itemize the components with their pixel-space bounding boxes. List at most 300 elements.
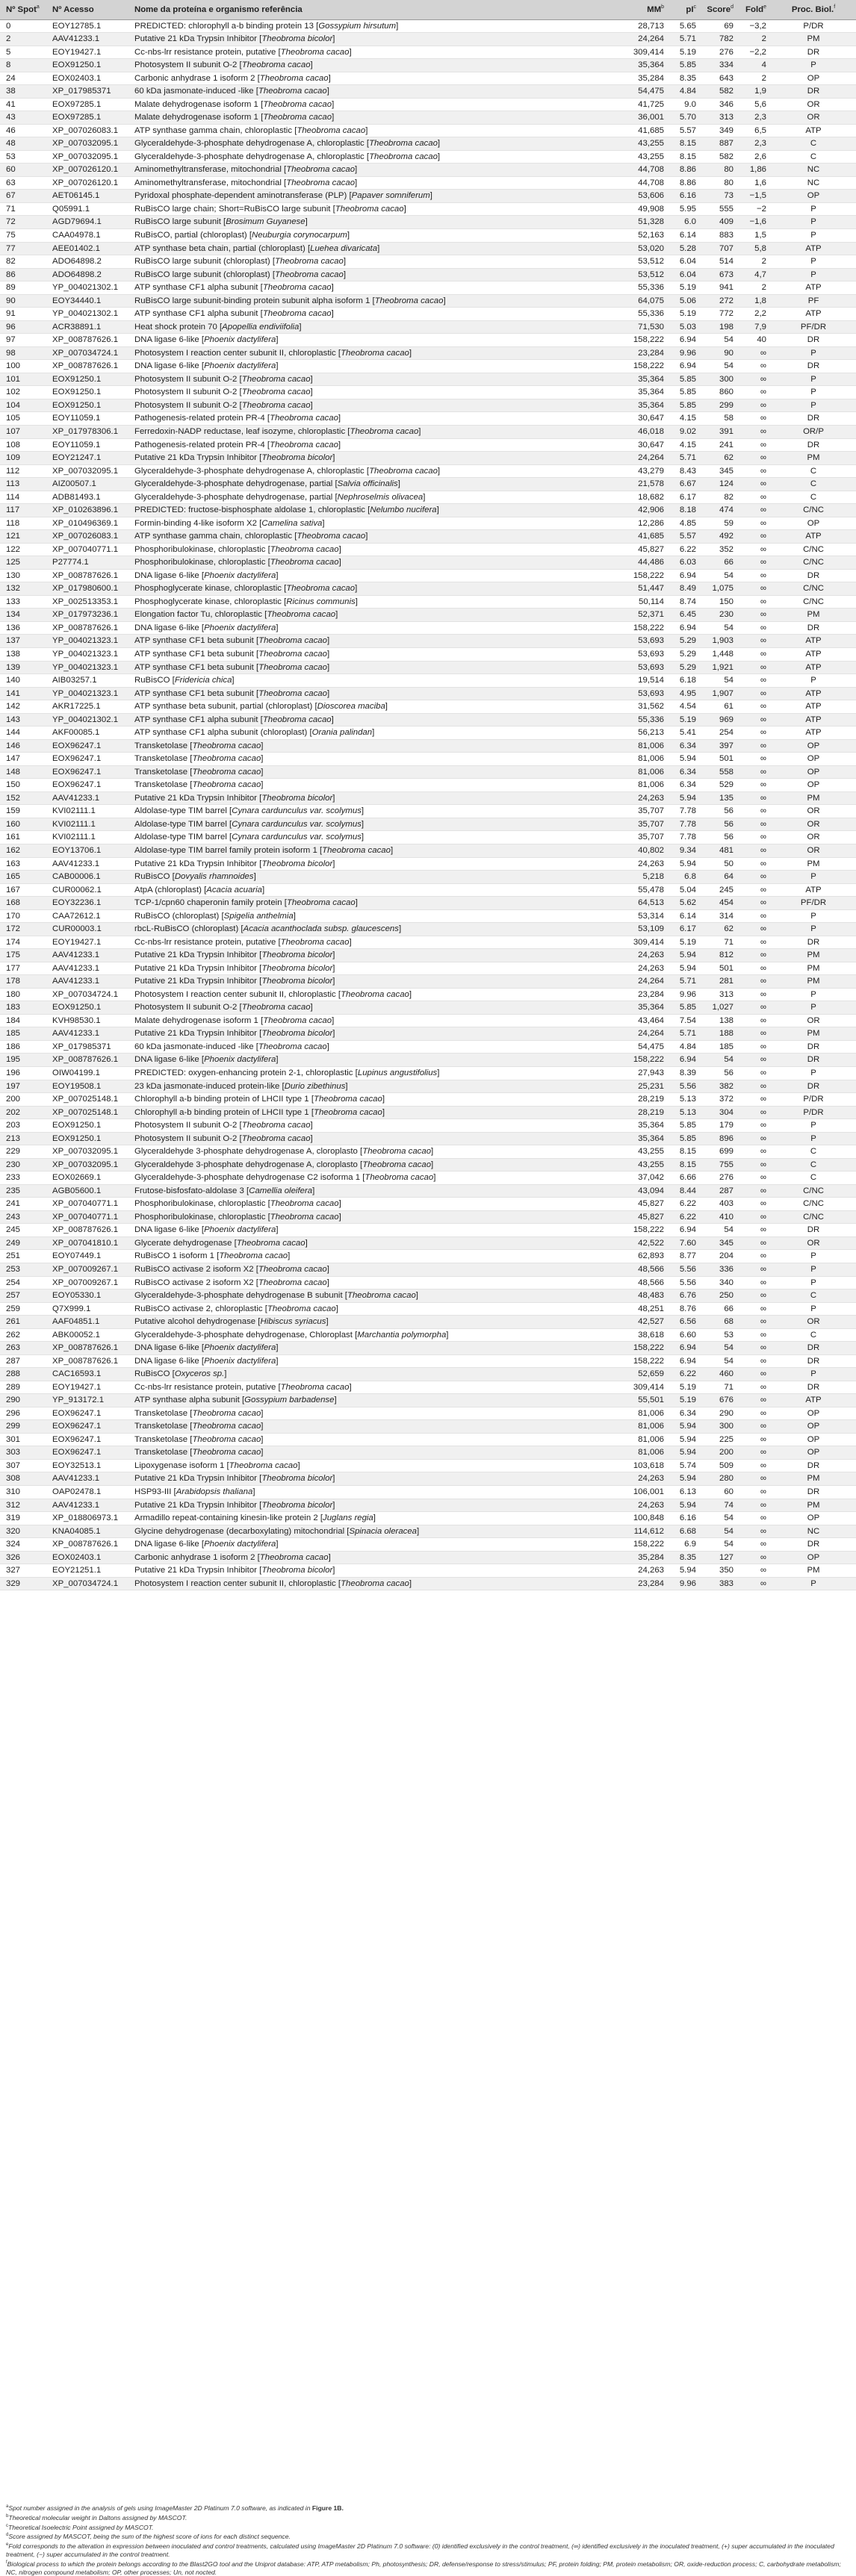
cell-fold: ∞ (738, 1381, 771, 1394)
cell-mm: 42,906 (626, 504, 669, 517)
organism-name: Theobroma cacao (192, 754, 261, 764)
cell-proc: OP (771, 779, 856, 792)
table-row (0, 294, 856, 308)
cell-mm: 62,893 (626, 1250, 669, 1263)
cell-spot: 163 (0, 857, 46, 871)
cell-nome: Transketolase [Theobroma cacao] (128, 753, 626, 766)
cell-proc: OR (771, 818, 856, 831)
cell-pi: 6.04 (669, 268, 701, 281)
cell-mm: 53,606 (626, 190, 669, 203)
cell-score: 481 (701, 844, 738, 857)
cell-pi: 6.56 (669, 1316, 701, 1329)
cell-nome: Armadillo repeat-containing kinesin-like protein 2 [Juglans regia] (128, 1512, 626, 1525)
cell-acesso: XP_007040771.1 (46, 1198, 128, 1211)
cell-nome: Heat shock protein 70 [Apopellia endiviifolia] (128, 320, 626, 334)
cell-score: 185 (701, 1040, 738, 1054)
cell-mm: 24,263 (626, 1564, 669, 1578)
organism-name: Phoenix dactylifera (204, 570, 276, 580)
cell-nome: Putative 21 kDa Trypsin Inhibitor [Theobroma bicolor] (128, 857, 626, 871)
organism-name: Marchantia polymorpha (357, 1330, 447, 1340)
organism-name: Theobroma cacao (286, 165, 356, 175)
cell-score: 254 (701, 727, 738, 740)
cell-score: 54 (701, 1054, 738, 1067)
table-row (0, 988, 856, 1001)
protein-name: RuBisCO 1 isoform 1 (134, 1251, 214, 1261)
organism-name: Theobroma cacao (262, 283, 332, 293)
cell-mm: 54,475 (626, 85, 669, 99)
protein-name: Aldolase-type TIM barrel family protein isoform 1 (134, 845, 317, 855)
cell-proc: OR (771, 111, 856, 125)
cell-score: 1,027 (701, 1001, 738, 1015)
protein-name: Putative 21 kDa Trypsin Inhibitor (134, 963, 257, 973)
table-row (0, 857, 856, 871)
cell-pi: 6.04 (669, 255, 701, 269)
cell-mm: 24,264 (626, 452, 669, 465)
table-row (0, 190, 856, 203)
cell-score: 454 (701, 897, 738, 910)
cell-score: 699 (701, 1145, 738, 1159)
cell-nome: RuBisCO [Dovyalis rhamnoides] (128, 871, 626, 884)
cell-acesso: EOX96247.1 (46, 779, 128, 792)
cell-proc: ATP (771, 635, 856, 648)
cell-fold: ∞ (738, 1407, 771, 1420)
cell-acesso: XP_010496369.1 (46, 517, 128, 530)
cell-acesso: CAC16593.1 (46, 1368, 128, 1381)
cell-score: 225 (701, 1433, 738, 1446)
organism-name: Theobroma cacao (192, 780, 261, 790)
cell-spot: 113 (0, 478, 46, 491)
cell-proc: P (771, 1067, 856, 1080)
cell-spot: 257 (0, 1289, 46, 1303)
cell-spot: 170 (0, 909, 46, 923)
cell-nome: RuBisCO activase 2 isoform X2 [Theobroma cacao] (128, 1263, 626, 1276)
table-row (0, 1210, 856, 1224)
cell-proc: PF/DR (771, 897, 856, 910)
cell-fold: 2 (738, 255, 771, 269)
cell-mm: 158,222 (626, 1054, 669, 1067)
footnotes (6, 2503, 850, 2576)
cell-nome: Putative 21 kDa Trypsin Inhibitor [Theobroma bicolor] (128, 949, 626, 962)
cell-acesso: EOX96247.1 (46, 765, 128, 779)
protein-name: DNA ligase 6-like (134, 1356, 199, 1366)
organism-name: Theobroma cacao (192, 1422, 261, 1431)
cell-fold: ∞ (738, 871, 771, 884)
protein-name: Phosphoribulokinase, chloroplastic (134, 544, 266, 554)
cell-spot: 138 (0, 648, 46, 662)
table-row (0, 543, 856, 556)
cell-pi: 6.14 (669, 909, 701, 923)
cell-score: 54 (701, 1525, 738, 1538)
protein-name: Glyceraldehyde-3-phosphate dehydrogenase A, chloroplastic (134, 139, 365, 149)
cell-mm: 81,006 (626, 1407, 669, 1420)
cell-mm: 55,336 (626, 308, 669, 321)
cell-acesso: XP_007009267.1 (46, 1263, 128, 1276)
cell-mm: 114,612 (626, 1525, 669, 1538)
cell-nome: DNA ligase 6-like [Phoenix dactylifera] (128, 1354, 626, 1368)
cell-pi: 8.86 (669, 164, 701, 177)
cell-acesso: YP_004021323.1 (46, 687, 128, 700)
cell-nome: Putative 21 kDa Trypsin Inhibitor [Theobroma bicolor] (128, 33, 626, 46)
cell-pi: 5.85 (669, 59, 701, 72)
cell-acesso: CUR00003.1 (46, 923, 128, 936)
organism-name: Theobroma cacao (263, 113, 332, 122)
organism-name: Phoenix dactylifera (204, 335, 276, 345)
protein-name: DNA ligase 6-like (134, 1225, 199, 1235)
cell-pi: 5.70 (669, 111, 701, 125)
cell-fold: ∞ (738, 779, 771, 792)
protein-name: ATP synthase beta chain, partial (chloroplast) (134, 243, 306, 253)
cell-proc: OR (771, 844, 856, 857)
cell-spot: 261 (0, 1316, 46, 1329)
cell-proc: C/NC (771, 543, 856, 556)
organism-name: Salvia officinalis (337, 479, 398, 489)
cell-score: 276 (701, 1172, 738, 1185)
cell-proc: OP (771, 1446, 856, 1460)
table-row (0, 464, 856, 478)
cell-mm: 55,478 (626, 883, 669, 897)
cell-spot: 72 (0, 216, 46, 229)
protein-name: Phosphoglycerate kinase, chloroplastic (134, 584, 282, 594)
cell-acesso: AAV41233.1 (46, 33, 128, 46)
cell-proc: NC (771, 164, 856, 177)
table-row (0, 883, 856, 897)
cell-pi: 6.22 (669, 1210, 701, 1224)
cell-acesso: EOY05330.1 (46, 1289, 128, 1303)
protein-name: Putative 21 kDa Trypsin Inhibitor (134, 1474, 257, 1484)
protein-name: Glyceraldehyde-3-phosphate dehydrogenase, Chloroplast (134, 1330, 353, 1340)
cell-score: 280 (701, 1472, 738, 1486)
cell-spot: 152 (0, 791, 46, 805)
cell-proc: ATP (771, 700, 856, 714)
cell-proc: P (771, 674, 856, 688)
cell-nome: DNA ligase 6-like [Phoenix dactylifera] (128, 1538, 626, 1552)
cell-spot: 161 (0, 831, 46, 844)
cell-acesso: CAA04978.1 (46, 229, 128, 243)
cell-nome: DNA ligase 6-like [Phoenix dactylifera] (128, 1054, 626, 1067)
footnote-text: Spot number assigned in the analysis of gels using ImageMaster 2D Platinum 7.0 software, as indicated in (8, 2504, 311, 2512)
cell-nome: Aldolase-type TIM barrel [Cynara cardunculus var. scolymus] (128, 805, 626, 818)
cell-score: 673 (701, 268, 738, 281)
table-row (0, 909, 856, 923)
protein-name: Putative 21 kDa Trypsin Inhibitor (134, 859, 257, 868)
cell-fold: ∞ (738, 1093, 771, 1107)
cell-acesso: XP_008787626.1 (46, 569, 128, 582)
table-row (0, 1538, 856, 1552)
cell-score: 1,907 (701, 687, 738, 700)
cell-mm: 24,264 (626, 33, 669, 46)
cell-mm: 24,264 (626, 1027, 669, 1041)
cell-pi: 6.34 (669, 1407, 701, 1420)
cell-spot: 289 (0, 1381, 46, 1394)
cell-nome: DNA ligase 6-like [Phoenix dactylifera] (128, 1224, 626, 1237)
cell-acesso: EOX91250.1 (46, 1119, 128, 1133)
cell-acesso: Q05991.1 (46, 202, 128, 216)
table-row (0, 844, 856, 857)
organism-name: Theobroma bicolor (261, 859, 333, 868)
cell-nome: PREDICTED: oxygen-enhancing protein 2-1, chloroplastic [Lupinus angustifolius] (128, 1067, 626, 1080)
cell-mm: 42,527 (626, 1316, 669, 1329)
organism-name: Theobroma cacao (286, 178, 356, 187)
cell-pi: 5.19 (669, 281, 701, 295)
cell-proc: DR (771, 46, 856, 59)
protein-name: Pathogenesis-related protein PR-4 (134, 440, 265, 449)
cell-pi: 5.85 (669, 1119, 701, 1133)
cell-score: 782 (701, 33, 738, 46)
organism-name: Phoenix dactylifera (204, 623, 276, 632)
organism-name: Luehea divaricata (310, 243, 378, 253)
organism-name: Cynara cardunculus var. scolymus (232, 833, 362, 842)
cell-score: 135 (701, 791, 738, 805)
cell-spot: 137 (0, 635, 46, 648)
cell-acesso: XP_007032095.1 (46, 464, 128, 478)
table-row (0, 59, 856, 72)
cell-acesso: YP_004021323.1 (46, 648, 128, 662)
cell-score: 772 (701, 308, 738, 321)
cell-proc: ATP (771, 727, 856, 740)
protein-name: Photosystem II subunit O-2 (134, 1121, 238, 1130)
cell-fold: 7,9 (738, 320, 771, 334)
header-proc: Proc. Biol.$^f$ (771, 0, 856, 19)
cell-fold: ∞ (738, 346, 771, 360)
table-row (0, 1328, 856, 1342)
cell-pi: 5.94 (669, 791, 701, 805)
cell-mm: 24,264 (626, 975, 669, 989)
cell-acesso: XP_007026083.1 (46, 124, 128, 137)
cell-spot: 196 (0, 1067, 46, 1080)
cell-mm: 106,001 (626, 1486, 669, 1499)
cell-proc: PM (771, 1472, 856, 1486)
cell-nome: Photosystem II subunit O-2 [Theobroma cacao] (128, 399, 626, 412)
cell-pi: 5.06 (669, 294, 701, 308)
cell-spot: 233 (0, 1172, 46, 1185)
cell-nome: Photosystem II subunit O-2 [Theobroma cacao] (128, 1119, 626, 1133)
protein-name: Lipoxygenase isoform 1 (134, 1460, 225, 1470)
cell-fold: ∞ (738, 727, 771, 740)
cell-acesso: AAV41233.1 (46, 857, 128, 871)
organism-name: Theobroma cacao (259, 1552, 329, 1562)
table-row (0, 1250, 856, 1263)
protein-name: ATP synthase alpha subunit (134, 1396, 240, 1405)
cell-spot: 114 (0, 491, 46, 504)
protein-name: Photosystem II subunit O-2 (134, 374, 238, 384)
cell-score: 59 (701, 517, 738, 530)
cell-proc: PM (771, 1499, 856, 1512)
cell-acesso: EOX96247.1 (46, 1407, 128, 1420)
cell-mm: 35,707 (626, 831, 669, 844)
cell-acesso: XP_007034724.1 (46, 988, 128, 1001)
cell-mm: 5,218 (626, 871, 669, 884)
cell-score: 62 (701, 923, 738, 936)
cell-mm: 48,251 (626, 1302, 669, 1316)
organism-name: Theobroma cacao (192, 1408, 261, 1418)
cell-proc: P (771, 1276, 856, 1289)
protein-name: Formin-binding 4-like isoform X2 (134, 518, 257, 528)
cell-mm: 81,006 (626, 1420, 669, 1434)
cell-proc: P (771, 399, 856, 412)
cell-mm: 158,222 (626, 569, 669, 582)
cell-proc: C (771, 464, 856, 478)
organism-name: Theobroma cacao (258, 87, 327, 96)
cell-mm: 44,708 (626, 164, 669, 177)
cell-acesso: EOX97285.1 (46, 98, 128, 111)
cell-acesso: OIW04199.1 (46, 1067, 128, 1080)
organism-name: Theobroma cacao (369, 466, 438, 476)
cell-mm: 158,222 (626, 1354, 669, 1368)
cell-spot: 249 (0, 1236, 46, 1250)
cell-fold: ∞ (738, 452, 771, 465)
cell-mm: 46,018 (626, 425, 669, 438)
cell-fold: ∞ (738, 687, 771, 700)
cell-acesso: XP_007026083.1 (46, 530, 128, 544)
table-row (0, 661, 856, 674)
cell-pi: 6.18 (669, 674, 701, 688)
cell-mm: 309,414 (626, 1381, 669, 1394)
cell-spot: 159 (0, 805, 46, 818)
organism-name: Dioscorea maciba (317, 702, 385, 712)
cell-acesso: EOY13706.1 (46, 844, 128, 857)
cell-pi: 5.13 (669, 1106, 701, 1119)
cell-nome: Aminomethyltransferase, mitochondrial [Theobroma cacao] (128, 176, 626, 190)
table-row (0, 1289, 856, 1303)
cell-acesso: AAV41233.1 (46, 1472, 128, 1486)
cell-proc: C (771, 1289, 856, 1303)
cell-fold: ∞ (738, 883, 771, 897)
organism-name: Phoenix dactylifera (204, 1540, 276, 1549)
cell-nome: Aldolase-type TIM barrel family protein isoform 1 [Theobroma cacao] (128, 844, 626, 857)
cell-fold: ∞ (738, 700, 771, 714)
cell-spot: 97 (0, 334, 46, 347)
cell-proc: ATP (771, 308, 856, 321)
table-row (0, 818, 856, 831)
organism-name: Acacia acanthoclada subsp. glaucescens (243, 924, 399, 934)
cell-nome: Putative 21 kDa Trypsin Inhibitor [Theobroma bicolor] (128, 975, 626, 989)
cell-mm: 45,827 (626, 1210, 669, 1224)
cell-spot: 243 (0, 1210, 46, 1224)
cell-acesso: AIB03257.1 (46, 674, 128, 688)
protein-name: Photosystem I reaction center subunit II, chloroplastic (134, 1578, 336, 1588)
cell-fold: ∞ (738, 360, 771, 373)
cell-score: 382 (701, 1080, 738, 1093)
cell-nome: RuBisCO large subunit-binding protein subunit alpha isoform 1 [Theobroma cacao] (128, 294, 626, 308)
cell-acesso: AAF04851.1 (46, 1316, 128, 1329)
table-row (0, 700, 856, 714)
cell-pi: 6.14 (669, 229, 701, 243)
organism-name: Theobroma cacao (270, 440, 338, 449)
cell-acesso: EOX91250.1 (46, 1132, 128, 1145)
protein-name: 23 kDa jasmonate-induced protein-like (134, 1081, 280, 1091)
protein-name: Pyridoxal phosphate-dependent aminotransferase (PLP) (134, 191, 347, 201)
cell-proc: ATP (771, 687, 856, 700)
protein-name: ATP synthase CF1 alpha subunit (chloroplast) (134, 728, 308, 738)
cell-acesso: EOX91250.1 (46, 399, 128, 412)
cell-acesso: ADO64898.2 (46, 255, 128, 269)
table-row (0, 504, 856, 517)
cell-pi: 5.94 (669, 753, 701, 766)
cell-fold: ∞ (738, 1577, 771, 1590)
protein-name: RuBisCO large subunit (134, 217, 221, 227)
cell-proc: OP (771, 1420, 856, 1434)
cell-acesso: XP_007040771.1 (46, 543, 128, 556)
protein-name: Glycine dehydrogenase (decarboxylating) mitochondrial (134, 1526, 345, 1536)
cell-proc: DR (771, 1354, 856, 1368)
cell-spot: 174 (0, 936, 46, 949)
cell-pi: 6.34 (669, 739, 701, 753)
cell-nome: RuBisCO large subunit [Brosimum Guyanese] (128, 216, 626, 229)
protein-name: Cc-nbs-lrr resistance protein, putative (134, 1382, 276, 1392)
protein-name: Pathogenesis-related protein PR-4 (134, 414, 265, 423)
cell-score: 397 (701, 739, 738, 753)
cell-fold: ∞ (738, 438, 771, 452)
cell-fold: ∞ (738, 923, 771, 936)
cell-score: 313 (701, 111, 738, 125)
cell-fold: ∞ (738, 1342, 771, 1355)
protein-name: ATP synthase CF1 alpha subunit (134, 309, 258, 319)
cell-spot: 89 (0, 281, 46, 295)
cell-spot: 90 (0, 294, 46, 308)
organism-name: Cynara cardunculus var. scolymus (232, 806, 362, 816)
cell-nome: Frutose-bisfosfato-aldolase 3 [Camellia oleifera] (128, 1184, 626, 1198)
table-row (0, 1184, 856, 1198)
cell-pi: 6.34 (669, 765, 701, 779)
cell-mm: 81,006 (626, 739, 669, 753)
cell-acesso: AAV41233.1 (46, 962, 128, 975)
cell-acesso: XP_007032095.1 (46, 137, 128, 151)
organism-name: Phoenix dactylifera (204, 1055, 276, 1065)
cell-mm: 53,693 (626, 661, 669, 674)
table-row (0, 255, 856, 269)
cell-nome: Putative 21 kDa Trypsin Inhibitor [Theobroma bicolor] (128, 791, 626, 805)
organism-name: Theobroma cacao (347, 1291, 416, 1301)
cell-score: 509 (701, 1459, 738, 1472)
organism-name: Theobroma bicolor (261, 1474, 333, 1484)
cell-pi: 6.22 (669, 1198, 701, 1211)
organism-name: Theobroma bicolor (261, 1500, 333, 1510)
cell-nome: Cc-nbs-lrr resistance protein, putative [Theobroma cacao] (128, 936, 626, 949)
cell-fold: ∞ (738, 1302, 771, 1316)
cell-mm: 19,514 (626, 674, 669, 688)
cell-mm: 28,219 (626, 1106, 669, 1119)
cell-spot: 178 (0, 975, 46, 989)
cell-acesso: YP_913172.1 (46, 1394, 128, 1407)
cell-pi: 6.94 (669, 621, 701, 635)
cell-pi: 5.19 (669, 1381, 701, 1394)
cell-proc: OP (771, 190, 856, 203)
organism-name: Ricinus communis (286, 597, 356, 606)
cell-acesso: EOX97285.1 (46, 111, 128, 125)
cell-nome: Glyceraldehyde-3-phosphate dehydrogenase, partial [Salvia officinalis] (128, 478, 626, 491)
protein-name: Glyceraldehyde-3-phosphate dehydrogenase C2 isoforma 1 (134, 1173, 361, 1183)
organism-name: Brosimum Guyanese (226, 217, 306, 227)
cell-acesso: YP_004021302.1 (46, 308, 128, 321)
cell-fold: ∞ (738, 582, 771, 596)
table-row (0, 1342, 856, 1355)
cell-proc: DR (771, 1486, 856, 1499)
cell-mm: 53,693 (626, 635, 669, 648)
cell-pi: 5.74 (669, 1459, 701, 1472)
cell-acesso: ACR38891.1 (46, 320, 128, 334)
table-row (0, 1106, 856, 1119)
organism-name: Theobroma cacao (236, 1238, 306, 1248)
table-row (0, 1132, 856, 1145)
footnote-text: Score assigned by MASCOT, being the sum of the highest score of ions for each distinct sequence. (8, 2533, 291, 2541)
cell-acesso: EOX96247.1 (46, 1446, 128, 1460)
cell-pi: 5.85 (669, 386, 701, 399)
cell-spot: 307 (0, 1459, 46, 1472)
organism-name: Theobroma cacao (262, 715, 332, 724)
cell-acesso: KVI02111.1 (46, 805, 128, 818)
organism-name: Theobroma cacao (270, 1212, 339, 1222)
cell-fold: ∞ (738, 648, 771, 662)
